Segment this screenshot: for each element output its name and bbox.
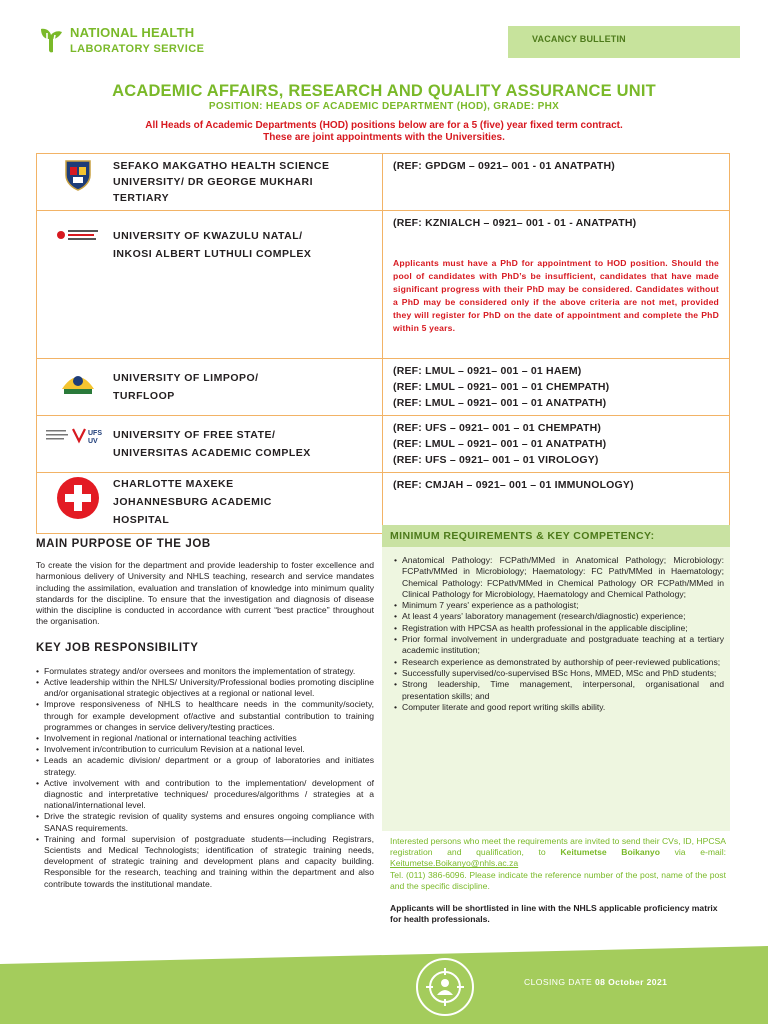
shield-crest-icon — [43, 158, 113, 192]
university-name: UNIVERSITY OF FREE STATE/ UNIVERSITAS ACADEMIC COMPLEX — [113, 429, 311, 459]
reference-number: (REF: UFS – 0921– 001 – 01 VIROLOGY) — [393, 454, 599, 466]
purpose-heading: MAIN PURPOSE OF THE JOB — [36, 538, 211, 550]
footer-band — [0, 964, 768, 1024]
unit-title: ACADEMIC AFFAIRS, RESEARCH AND QUALITY ASSURANCE UNIT — [112, 82, 656, 100]
red-cross-icon — [43, 475, 113, 521]
closing-date: CLOSING DATE 08 October 2021 — [524, 977, 668, 987]
list-item: • Formulates strategy and/or oversees and monitors the implementation of strategy. — [36, 666, 374, 677]
ufs-logo-icon — [43, 426, 113, 444]
requirements-heading: MINIMUM REQUIREMENTS & KEY COMPETENCY: — [382, 525, 730, 547]
list-item: • At least 4 years' laboratory management (research/diagnostic) experience; — [396, 611, 724, 622]
position-title: POSITION: HEADS OF ACADEMIC DEPARTMENT (HOD), GRADE: PHX — [208, 101, 560, 112]
responsibility-heading: KEY JOB RESPONSIBILITY — [36, 641, 199, 654]
list-item: • Involvement in/contribution to curriculum Revision at a national level. — [36, 744, 374, 755]
reference-number: (REF: KZNIALCH – 0921– 001 - 01 - ANATPATH) — [393, 217, 637, 229]
vacancies-table — [36, 153, 730, 534]
application-instructions: Interested persons who meet the requirements are invited to send their CVs, ID, HPCSA registration and qualification, to Keitumetse Boikanyo via e-mail: Keitumetse.Boikanyo@nhls.ac.za Tel. (011) 386-6096. Please indicate the reference number of the post, name of the post and the specific discipline. — [390, 836, 727, 891]
list-item: • Training and formal supervision of postgraduate students—including Registrars, Scientists and Medical Technologists; identification of strategic training needs, development of strategic training and development plans and capacity building. Responsible for the research, teaching and training within the department and also contribute towards the institutional mandate. — [36, 834, 374, 890]
svg-text:UV: UV — [88, 438, 98, 444]
reference-number: (REF: UFS – 0921– 001 – 01 CHEMPATH) — [393, 422, 602, 434]
reference-number: (REF: LMUL – 0921– 001 – 01 CHEMPATH) — [393, 381, 610, 393]
list-item: • Minimum 7 years' experience as a pathologist; — [396, 600, 724, 611]
limpopo-crest-icon — [43, 369, 113, 397]
vacancy-bulletin-badge: VACANCY BULLETIN — [508, 26, 740, 58]
table-row — [37, 416, 730, 473]
list-item: • Strong leadership, Time management, interpersonal, organisational and presentation skills; and — [396, 679, 724, 702]
list-item: • Registration with HPCSA as health professional in the applicable discipline; — [396, 623, 724, 634]
university-name: SEFAKO MAKGATHO HEALTH SCIENCE UNIVERSITY/ DR GEORGE MUKHARI TERTIARY — [113, 160, 330, 204]
logo-subtitle: LABORATORY SERVICE — [70, 43, 205, 55]
table-row — [37, 211, 730, 359]
contact-phone: Tel. (011) 386-6096. Please indicate the reference number of the post, name of the post and the specific discipline. — [390, 869, 726, 891]
list-item: • Anatomical Pathology: FCPath/MMed in Anatomical Pathology; Microbiology: FCPath/MMed in Microbiology; Haematology: FC Path/MMed in Haematology; Chemical Pathology: FCPath/MMed in Chemical Pathology OR FCPath/MMed in Clinical Pathology for Microbiology, Haematology and Chemical Pathology; — [396, 555, 724, 600]
university-name: UNIVERSITY OF LIMPOPO/ TURFLOOP — [113, 372, 259, 402]
university-name: UNIVERSITY OF KWAZULU NATAL/ INKOSI ALBERT LUTHULI COMPLEX — [113, 230, 312, 260]
purpose-text: To create the vision for the department and provide leadership to foster excellence and harmonious delivery of University and NHLS teaching, research and service mandates including the assimilation, evaluation and translation of knowledge into minimum quality standards for the discipline. To ensure that the investigation and diagnosis of disease within the discipline is conducted in accordance with current “best practice” throughout the organisation. — [36, 560, 374, 627]
list-item: • Drive the strategic revision of quality systems and ensures ongoing compliance with SANAS requirements. — [36, 811, 374, 833]
svg-text:UFS: UFS — [88, 430, 102, 437]
job-description — [36, 538, 374, 890]
table-row — [37, 154, 730, 211]
list-item: • Improve responsiveness of NHLS to healthcare needs in the community/society, through for example development of/active and substantial contribution to training programmes or changes in service delivery/testing practices. — [36, 699, 374, 733]
reference-number: (REF: LMUL – 0921– 001 – 01 ANATPATH) — [393, 438, 607, 450]
contract-notice — [0, 120, 768, 144]
list-item: • Prior formal involvement in undergraduate and postgraduate teaching at a tertiary academic institution; — [396, 634, 724, 657]
requirements-list — [382, 547, 730, 713]
nhls-logo — [36, 26, 204, 56]
university-name: CHARLOTTE MAXEKE JOHANNESBURG ACADEMIC HOSPITAL — [113, 478, 272, 526]
responsibility-list — [36, 666, 374, 890]
contract-line-1: All Heads of Academic Departments (HOD) positions below are for a 5 (five) year fixed term contract. — [145, 120, 623, 131]
contact-name: Keitumetse Boikanyo — [560, 847, 660, 858]
list-item: • Involvement in regional /national or international teaching activities — [36, 733, 374, 744]
reference-number: (REF: LMUL – 0921– 001 – 01 HAEM) — [393, 365, 582, 377]
list-item: • Computer literate and good report writing skills ability. — [396, 702, 724, 713]
list-item: • Successfully supervised/co-supervised BSc Hons, MMED, MSc and PhD students; — [396, 668, 724, 679]
target-person-icon — [416, 958, 474, 1016]
reference-number: (REF: CMJAH – 0921– 001 – 01 IMMUNOLOGY) — [393, 479, 634, 491]
ukzn-logo-icon — [43, 227, 113, 243]
contact-email-link[interactable]: Keitumetse.Boikanyo@nhls.ac.za — [390, 858, 519, 869]
logo-title: NATIONAL HEALTH — [70, 25, 195, 40]
africa-leaf-icon — [36, 26, 66, 56]
table-row — [37, 359, 730, 416]
reference-number: (REF: GPDGM – 0921– 001 - 01 ANATPATH) — [393, 160, 615, 172]
list-item: • Leads an academic division/ department or a group of laboratories and initiates strategy. — [36, 755, 374, 777]
list-item: • Active involvement with and contribution to the implementation/ development of diagnostic and interpretative techniques/ procedures/algorithms / strategies at a national/international level. — [36, 778, 374, 812]
phd-requirement-note: Applicants must have a PhD for appointment to HOD position. Should the pool of candidates with PhD’s be insufficient, candidates that have made significant progress with their PhD may be considered. Candidates without a PhD may be considered only if the above criteria are not met, provided they will register for PhD on the date of appointment and complete the PhD within 5 years. — [393, 258, 719, 333]
shortlist-notice: Applicants will be shortlisted in line with the NHLS applicable proficiency matrix for health professionals. — [390, 903, 718, 925]
list-item: • Active leadership within the NHLS/ University/Professional bodies promoting discipline and/or organisational strategic objectives at a regional or national level. — [36, 677, 374, 699]
reference-number: (REF: LMUL – 0921– 001 – 01 ANATPATH) — [393, 397, 607, 409]
requirements-panel — [382, 525, 730, 831]
list-item: • Research experience as demonstrated by authorship of peer-reviewed publications; — [396, 657, 724, 668]
contract-line-2: These are joint appointments with the Universities. — [263, 132, 505, 143]
